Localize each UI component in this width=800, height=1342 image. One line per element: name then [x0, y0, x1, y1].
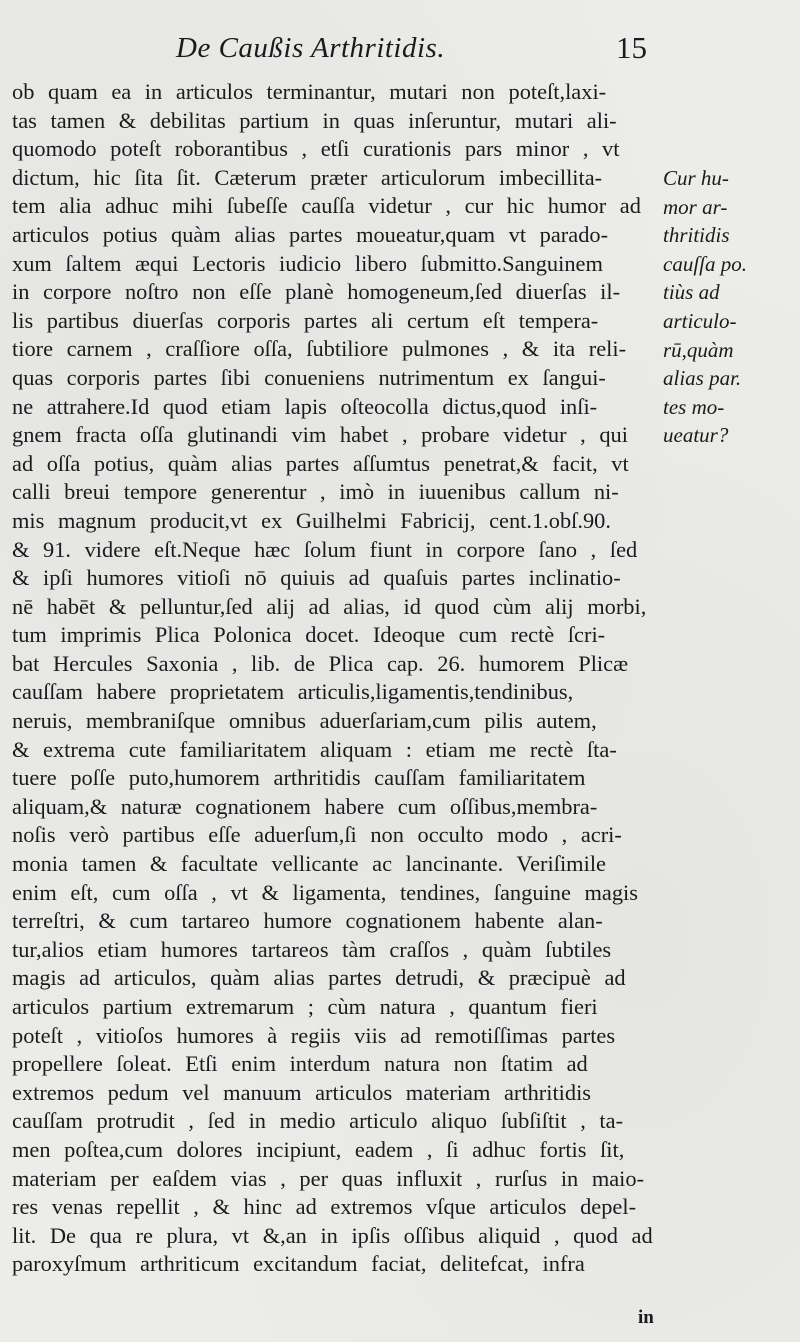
margin-note-line: Cur hu- [663, 166, 729, 190]
text-line: ne attrahere.Id quod etiam lapis oſteocolla dictus,quod inſi- [12, 393, 598, 419]
text-line: dictum, hic ſita ſit. Cæterum præter articulorum imbecillita- [12, 164, 603, 190]
margin-note-line: mor ar- [663, 194, 728, 219]
margin-note-line: cauſſa po. [663, 251, 747, 276]
page-number: 15 [616, 30, 647, 65]
text-line: monia tamen & facultate vellicante ac lancinante. Veriſimile [12, 851, 606, 877]
text-line: tum imprimis Plica Polonica docet. Ideoque cum rectè ſcri- [12, 622, 606, 648]
text-line: lit. De qua re plura, vt &,an in ipſis oſſibus aliquid , quod ad [12, 1222, 653, 1248]
text-line: cauſſam habere proprietatem articulis,ligamentis,tendinibus, [12, 679, 574, 705]
text-line: & extrema cute familiaritatem aliquam : etiam me rectè ſta- [12, 736, 617, 762]
margin-note-line: tiùs ad [663, 280, 720, 305]
text-line: bat Hercules Saxonia , lib. de Plica cap. 26. humorem Plicæ [12, 650, 629, 676]
text-line: in corpore noſtro non eſſe planè homogeneum,ſed diuerſas il- [12, 279, 621, 305]
margin-note-line: ueatur? [663, 423, 729, 448]
text-line: poteſt , vitioſos humores à regiis viis ad remotiſſimas partes [12, 1022, 616, 1048]
text-line: tem alia adhuc mihi ſubeſſe cauſſa videtur , cur hic humor ad [12, 193, 641, 219]
text-line: calli breui tempore generentur , imò in iuuenibus callum ni- [12, 479, 619, 505]
body-text [12, 78, 657, 1279]
text-line: men poſtea,cum dolores incipiunt, eadem , ſi adhuc fortis ſit, [12, 1136, 625, 1162]
text-line: paroxyſmum arthriticum excitandum faciat, delitefcat, infra [12, 1251, 585, 1277]
margin-note-line: articulo- [663, 308, 737, 333]
running-title: De Caußis Arthritidis. [176, 32, 446, 64]
text-line: quas corporis partes ſibi conueniens nutrimentum ex ſangui- [12, 364, 606, 390]
margin-note-line: tes mo- [663, 394, 725, 419]
margin-note-line: rū,quàm [663, 337, 734, 362]
margin-note-line: thritidis [663, 223, 730, 248]
text-line: quomodo poteſt roborantibus , etſi curationis pars minor , vt [12, 136, 620, 162]
catchword: in [638, 1307, 654, 1328]
text-line: tur,alios etiam humores tartareos tàm craſſos , quàm ſubtiles [12, 936, 612, 962]
text-line: & ipſi humores vitioſi nō quiuis ad quaſuis partes inclinatio- [12, 565, 621, 591]
text-line: articulos potius quàm alias partes moueatur,quam vt parado- [12, 221, 609, 247]
text-line: noſis verò partibus eſſe aduerſum,ſi non occulto modo , acri- [12, 822, 622, 848]
text-line: extremos pedum vel manuum articulos materiam arthritidis [12, 1079, 592, 1105]
text-line: tas tamen & debilitas partium in quas inſeruntur, mutari ali- [12, 107, 617, 133]
text-line: terreſtri, & cum tartareo humore cognationem habente alan- [12, 908, 603, 934]
text-line: ob quam ea in articulos terminantur, mutari non poteſt,laxi- [12, 79, 607, 104]
text-line: mis magnum producit,vt ex Guilhelmi Fabricij, cent.1.obſ.90. [12, 507, 611, 533]
text-line: gnem fracta oſſa glutinandi vim habet , probare videtur , qui [12, 422, 628, 448]
text-line: lis partibus diuerſas corporis partes ali certum eſt tempera- [12, 307, 599, 333]
text-line: cauſſam protrudit , ſed in medio articulo aliquo ſubſiſtit , ta- [12, 1108, 624, 1134]
text-line: & 91. videre eſt.Neque hæc ſolum fiunt in corpore ſano , ſed [12, 536, 638, 562]
text-line: tiore carnem , craſſiore oſſa, ſubtiliore pulmones , & ita reli- [12, 336, 627, 362]
text-line: aliquam,& naturæ cognationem habere cum oſſibus,membra- [12, 793, 598, 819]
text-line: neruis, membraniſque omnibus aduerſariam,cum pilis autem, [12, 708, 597, 734]
margin-note-line: alias par. [663, 366, 742, 391]
text-line: materiam per eaſdem vias , per quas influxit , rurſus in maio- [12, 1165, 645, 1191]
text-line: propellere ſoleat. Etſi enim interdum natura non ſtatim ad [12, 1051, 588, 1077]
text-line: articulos partium extremarum ; cùm natura , quantum fieri [12, 994, 598, 1019]
text-line: tuere poſſe puto,humorem arthritidis cauſſam familiaritatem [12, 765, 586, 791]
text-line: magis ad articulos, quàm alias partes detrudi, & præcipuè ad [12, 965, 626, 991]
margin-note [663, 164, 798, 450]
text-line: nē habēt & pelluntur,ſed alij ad alias, id quod cùm alij morbi, [12, 593, 647, 619]
text-line: ad oſſa potius, quàm alias partes aſſumtus penetrat,& facit, vt [12, 450, 629, 476]
text-line: xum ſaltem æqui Lectoris iudicio libero ſubmitto.Sanguinem [12, 250, 603, 276]
page-header [0, 28, 800, 72]
text-line: enim eſt, cum oſſa , vt & ligamenta, tendines, ſanguine magis [12, 879, 638, 905]
text-line: res venas repellit , & hinc ad extremos vſque articulos depel- [12, 1194, 637, 1220]
